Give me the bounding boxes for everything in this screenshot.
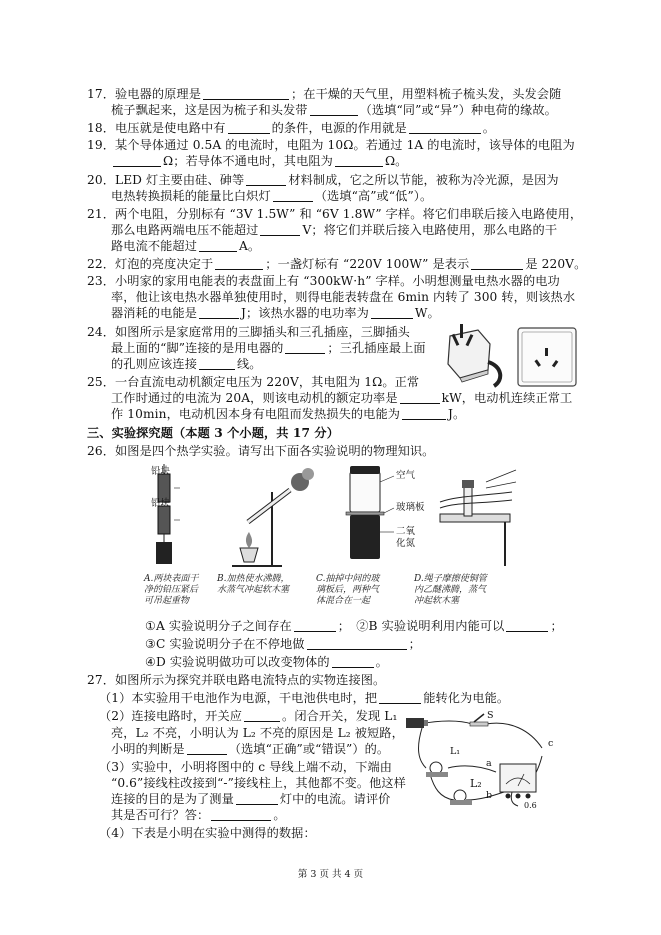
answer-blank[interactable] <box>260 223 300 236</box>
answer-blank[interactable] <box>199 357 235 370</box>
line-q25c <box>111 406 465 422</box>
text-segment: 作 10min，电动机因本身有电阻而发热损失的电能为 <box>111 407 401 421</box>
answer-blank[interactable] <box>199 306 239 319</box>
answer-blank[interactable] <box>371 306 413 319</box>
line-q27c4 <box>111 807 286 823</box>
text-segment: Ω；若导体不通电时，其电阻为 <box>163 154 333 168</box>
line-q23c <box>111 305 440 321</box>
text-segment: 。闭合开关，发现 L₁ <box>282 709 398 723</box>
line-q27b2 <box>111 725 404 741</box>
line-q19b <box>111 153 407 169</box>
caption-line: 冲起软木塞 <box>414 596 460 606</box>
line-q27 <box>87 672 385 688</box>
text-segment: 器消耗的电能是 <box>111 306 198 320</box>
text-segment: 。 <box>375 655 388 669</box>
text-segment: 的孔则应该连接 <box>111 357 198 371</box>
text-segment: 的条件，电源的作用就是 <box>271 121 407 135</box>
caption-line: 璃板后，两种气 <box>316 585 380 595</box>
label-l2: L₂ <box>470 777 482 790</box>
answer-blank[interactable] <box>310 103 358 116</box>
line-q25a <box>87 374 419 390</box>
ammeter-icon <box>500 764 536 799</box>
text-segment: 小明的判断是 <box>111 742 185 756</box>
line-q23a <box>87 273 560 289</box>
text-segment: 20．LED 灯主要由硅、砷等 <box>87 173 245 187</box>
label-switch-s: S <box>487 710 494 721</box>
page-footer: 第 3 页 共 4 页 <box>297 869 364 880</box>
text-segment: ； <box>408 637 421 651</box>
text-segment: ； <box>550 619 563 633</box>
label-lead-1: 铅块 <box>151 466 171 477</box>
caption-a <box>144 574 198 607</box>
label-a: a <box>486 758 492 769</box>
label-terminal-06: 0.6 <box>524 801 537 810</box>
text-segment: 。 <box>482 121 496 135</box>
thermal-experiments-figure <box>140 462 520 572</box>
plug-socket-figure <box>432 322 592 390</box>
line-q19a <box>87 137 575 153</box>
text-segment: 22．灯泡的亮度决定于 <box>87 257 214 271</box>
text-segment: 24．如图所示是家庭常用的三脚插头和三孔插座，三脚插头 <box>87 325 410 339</box>
line-q17a <box>87 86 561 102</box>
line-q24a <box>87 324 410 340</box>
text-segment: 电热转换损耗的能量比白炽灯 <box>111 189 271 203</box>
text-segment: ①A 实验说明分子之间存在 <box>145 619 292 633</box>
line-q21b <box>111 222 557 238</box>
line-q27d <box>99 825 316 841</box>
text-segment: 23．小明家的家用电能表的表盘面上有 “300kW·h” 字样。小明想测量电热水器的电功 <box>87 274 560 288</box>
text-segment: 17．验电器的原理是 <box>87 87 202 101</box>
answer-blank[interactable] <box>335 154 383 167</box>
text-segment: J。 <box>448 407 466 421</box>
line-q27a <box>99 690 509 706</box>
line-q26 <box>87 443 434 459</box>
text-segment: （选填“同”或“异”）种电荷的缘故。 <box>359 103 557 117</box>
text-segment: 21．两个电阻，分别标有 “3V 1.5W” 和 “6V 1.8W” 字样。将它们串联后接入电路使用， <box>87 207 583 221</box>
answer-blank[interactable] <box>113 154 161 167</box>
experiment-d-friction-tube <box>440 470 516 566</box>
line-q26a <box>145 618 563 634</box>
text-segment: 。 <box>273 808 286 822</box>
text-segment: ③C 实验说明分子在不停地做 <box>145 637 305 651</box>
text-segment: 18．电压就是使电路中有 <box>87 121 226 135</box>
answer-blank[interactable] <box>211 808 271 821</box>
text-segment: W。 <box>414 306 440 320</box>
caption-line: 可吊起重物 <box>144 596 190 606</box>
line-sec3 <box>87 425 339 441</box>
caption-b <box>217 574 289 596</box>
text-segment: （选填“正确”或“错误”）的。 <box>228 742 390 756</box>
line-q24c <box>111 356 262 372</box>
line-q25b <box>111 390 572 406</box>
line-q21c <box>111 238 260 254</box>
text-segment: kW，电动机连续正常工 <box>441 391 573 405</box>
text-segment: 那么电路两端电压不能超过 <box>111 223 259 237</box>
parallel-circuit-figure <box>400 708 560 810</box>
label-lead-2: 铅块 <box>151 498 171 509</box>
text-segment: 是 220V。 <box>525 257 587 271</box>
label-air: 空气 <box>396 470 416 481</box>
text-segment: 27．如图所示为探究并联电路电流特点的实物连接图。 <box>87 673 386 687</box>
line-q26d <box>145 654 388 670</box>
answer-blank[interactable] <box>199 239 237 252</box>
line-q22 <box>87 256 586 272</box>
line-q18 <box>87 120 495 136</box>
text-segment: 率，他让该电热水器单独使用时，则得电能表转盘在 6min 内转了 300 转，则该热水 <box>111 290 576 304</box>
text-segment: （1）本实验用干电池作为电源，干电池供电时，把 <box>99 691 378 705</box>
text-segment: 19．某个导体通过 0.5A 的电流时，电阻为 10Ω。若通过 1A 的电流时，该导体的电阻为 <box>87 138 575 152</box>
answer-blank[interactable] <box>402 407 446 420</box>
caption-line: 体混合在一起 <box>316 596 371 606</box>
text-segment: 25．一台直流电动机额定电压为 220V，其电阻为 1Ω。正常 <box>87 375 420 389</box>
battery-icon <box>406 718 428 728</box>
label-glass: 玻璃板 <box>396 502 425 513</box>
answer-blank[interactable] <box>187 742 227 755</box>
text-segment: 工作时通过的电流为 20A，则该电动机的额定功率是 <box>111 391 398 405</box>
caption-line: 内乙醚沸腾，蒸气 <box>414 585 487 595</box>
label-c: c <box>548 738 554 749</box>
line-q23b <box>111 289 575 305</box>
text-segment: 最上面的“脚”连接的是用电器的 <box>111 341 284 355</box>
text-segment: A。 <box>239 239 261 253</box>
text-segment: 能转化为电能。 <box>423 691 510 705</box>
answer-blank[interactable] <box>307 637 407 650</box>
label-b: b <box>486 790 493 801</box>
line-q26c <box>145 636 421 652</box>
text-segment: Ω。 <box>384 154 408 168</box>
text-segment: （4）下表是小明在实验中测得的数据： <box>99 826 316 840</box>
text-segment: 三、实验探究题（本题 3 个小题，共 17 分） <box>87 426 339 440</box>
text-segment: ；一盏灯标有 “220V 100W” 是表示 <box>265 257 470 271</box>
text-segment: 26．如图是四个热学实验。请写出下面各实验说明的物理知识。 <box>87 444 435 458</box>
caption-line: B.加热使水沸腾， <box>217 574 290 584</box>
text-segment: （3）实验中，小明将图中的 c 导线上端不动，下端由 <box>99 760 393 774</box>
answer-blank[interactable] <box>471 257 523 270</box>
text-segment: （选填“高”或“低”）。 <box>314 189 433 203</box>
text-segment: ；在干燥的天气里，用塑料梳子梳头发，头发会随 <box>291 87 562 101</box>
text-segment: 亮，L₂ 不亮，小明认为 L₂ 不亮的原因是 L₂ 被短路， <box>111 726 404 740</box>
text-segment: V；将它们并联后接入电路使用，那么电路的干 <box>302 223 558 237</box>
text-segment: 连接的目的是为了测量 <box>111 792 234 806</box>
three-pin-plug-icon <box>448 324 500 386</box>
experiment-c-gas-diffusion <box>346 466 394 559</box>
caption-line: D.绳子摩擦使铜管 <box>414 574 487 584</box>
text-segment: 材料制成，它之所以节能，被称为冷光源，是因为 <box>288 173 559 187</box>
line-q27b1 <box>99 708 397 724</box>
text-segment: 灯中的电流。请评价 <box>279 792 391 806</box>
answer-blank[interactable] <box>379 691 421 704</box>
answer-blank[interactable] <box>244 709 280 722</box>
line-q20a <box>87 172 559 188</box>
answer-blank[interactable] <box>506 619 548 632</box>
line-q21a <box>87 206 582 222</box>
label-no2: 二氧化氮 <box>396 526 416 549</box>
experiment-a-lead-blocks <box>156 464 180 564</box>
line-q27c1 <box>99 759 392 775</box>
text-segment: ④D 实验说明做功可以改变物体的 <box>145 655 330 669</box>
answer-blank[interactable] <box>215 257 263 270</box>
text-segment: 线。 <box>237 357 262 371</box>
line-q24b <box>111 340 426 356</box>
line-q27c3 <box>111 791 390 807</box>
answer-blank[interactable] <box>332 655 374 668</box>
text-segment: 其是否可行？答： <box>111 808 210 822</box>
answer-blank[interactable] <box>400 391 440 404</box>
caption-line: A.两块表面干 <box>144 574 199 584</box>
line-q27c2 <box>111 775 406 791</box>
answer-blank[interactable] <box>294 619 336 632</box>
answer-blank[interactable] <box>236 792 278 805</box>
label-l1: L₁ <box>450 746 461 757</box>
caption-line: 水蒸气冲起软木塞 <box>217 585 290 595</box>
answer-blank[interactable] <box>246 173 286 186</box>
answer-blank[interactable] <box>285 341 325 354</box>
caption-line: 净的铅压紧后 <box>144 585 199 595</box>
three-hole-socket-icon <box>518 328 576 386</box>
text-segment: ；三孔插座最上面 <box>327 341 426 355</box>
answer-blank[interactable] <box>203 87 289 100</box>
caption-line: C.抽掉中间的玻 <box>316 574 380 584</box>
line-q17b <box>111 102 557 118</box>
text-segment: 梳子飘起来，这是因为梳子和头发带 <box>111 103 308 117</box>
text-segment: J；该热水器的电功率为 <box>241 306 369 320</box>
answer-blank[interactable] <box>228 121 270 134</box>
switch-icon <box>470 714 488 726</box>
line-q20b <box>111 188 432 204</box>
caption-c <box>316 574 379 607</box>
answer-blank[interactable] <box>273 189 313 202</box>
text-segment: ； ②B 实验说明利用内能可以 <box>337 619 505 633</box>
bulb-l2-icon <box>450 790 472 805</box>
line-q27b3 <box>111 741 389 757</box>
experiment-b-heating-tube <box>232 468 314 566</box>
answer-blank[interactable] <box>409 121 481 134</box>
text-segment: （2）连接电路时，开关应 <box>99 709 243 723</box>
caption-d <box>414 574 487 607</box>
text-segment: 路电流不能超过 <box>111 239 198 253</box>
text-segment: “0.6”接线柱改接到“-”接线柱上，其他都不变。他这样 <box>111 776 406 790</box>
bulb-l1-icon <box>426 762 448 777</box>
